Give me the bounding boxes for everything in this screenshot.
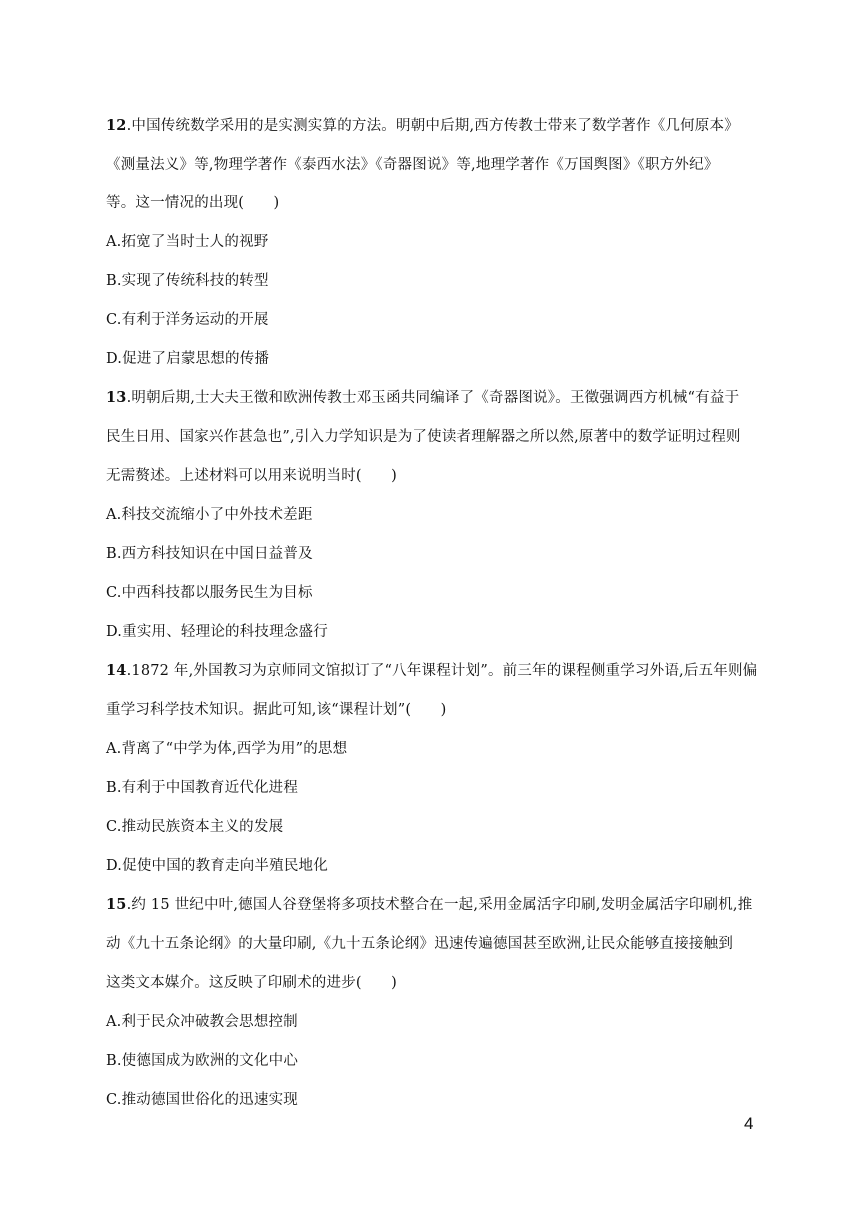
question-14-option-b: B.有利于中国教育近代化进程: [106, 780, 299, 796]
question-12-option-a: A.拓宽了当时士人的视野: [106, 234, 269, 250]
question-13-stem-line-1: [106, 388, 739, 408]
question-15-stem-line-2: 动《九十五条论纲》的大量印刷,《九十五条论纲》迅速传遍德国甚至欧洲,让民众能够直接接触到: [106, 936, 734, 952]
question-12-number: 12: [106, 117, 127, 134]
question-12-stem-line-1: [106, 116, 739, 136]
question-13-option-b: B.西方科技知识在中国日益普及: [106, 546, 313, 562]
question-14-number: 14: [106, 662, 127, 679]
question-15-stem-text-1: .约 15 世纪中叶,德国人谷登堡将多项技术整合在一起,采用金属活字印刷,发明金属活字印刷机,推: [126, 897, 753, 913]
question-12-stem-line-3: 等。这一情况的出现( ): [106, 195, 280, 211]
question-15-stem-line-3: 这类文本媒介。这反映了印刷术的进步( ): [106, 975, 398, 991]
question-13-number: 13: [106, 389, 127, 406]
question-14-option-d: D.促使中国的教育走向半殖民地化: [106, 858, 328, 874]
question-13-option-d: D.重实用、轻理论的科技理念盛行: [106, 624, 328, 640]
question-15-stem-line-1: [106, 895, 752, 915]
question-14-option-a: A.背离了“中学为体,西学为用”的思想: [106, 741, 348, 757]
question-12-option-b: B.实现了传统科技的转型: [106, 273, 269, 289]
question-13-stem-line-3: 无需赘述。上述材料可以用来说明当时( ): [106, 468, 398, 484]
page-number: 4: [744, 1114, 754, 1133]
question-15-option-a: A.利于民众冲破教会思想控制: [106, 1014, 298, 1030]
question-12-option-c: C.有利于洋务运动的开展: [106, 312, 269, 328]
question-15-option-c: C.推动德国世俗化的迅速实现: [106, 1092, 298, 1108]
question-12-option-d: D.促进了启蒙思想的传播: [106, 351, 270, 367]
question-14-option-c: C.推动民族资本主义的发展: [106, 819, 284, 835]
question-14-stem-line-2: 重学习科学技术知识。据此可知,该“课程计划”( ): [106, 702, 447, 718]
question-13-option-c: C.中西科技都以服务民生为目标: [106, 585, 313, 601]
question-12-stem-text-1: .中国传统数学采用的是实测实算的方法。明朝中后期,西方传教士带来了数学著作《几何原本》: [126, 118, 739, 134]
question-12-stem-line-2: 《测量法义》等,物理学著作《泰西水法》《奇器图说》等,地理学著作《万国舆图》《职方外纪》: [106, 157, 719, 173]
question-13-stem-text-1: .明朝后期,士大夫王徵和欧洲传教士邓玉函共同编译了《奇器图说》。王徵强调西方机械“有益于: [126, 390, 740, 406]
question-13-stem-line-2: 民生日用、国家兴作甚急也”,引入力学知识是为了使读者理解器之所以然,原著中的数学证明过程则: [106, 429, 741, 445]
question-14-stem-text-1: .1872 年,外国教习为京师同文馆拟订了“八年课程计划”。前三年的课程侧重学习外语,后五年则偏: [126, 663, 758, 679]
question-15-option-b: B.使德国成为欧洲的文化中心: [106, 1053, 299, 1069]
question-13-option-a: A.科技交流缩小了中外技术差距: [106, 507, 313, 523]
question-15-number: 15: [106, 896, 127, 913]
question-14-stem-line-1: [106, 661, 757, 681]
